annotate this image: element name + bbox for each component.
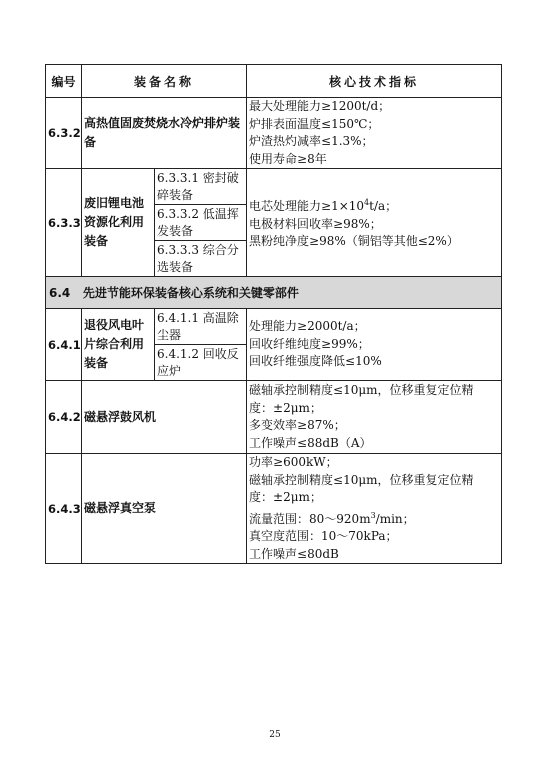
spec-cell [247, 169, 502, 277]
spec-line: 电极材料回收率≥98%； [249, 216, 382, 231]
spec-line: 功率≥600kW； [249, 455, 338, 469]
row-number: 6.4.1 [46, 309, 82, 381]
spec-cell [247, 309, 502, 381]
equipment-name: 废旧锂电池资源化利用装备 [82, 169, 155, 277]
spec-cell [247, 98, 502, 169]
equipment-name: 退役风电叶片综合利用装备 [82, 309, 155, 381]
spec-line: 炉渣热灼减率≤1.3%； [249, 134, 374, 148]
table-row [46, 454, 502, 564]
row-number: 6.3.2 [46, 98, 82, 169]
header-number: 编号 [46, 65, 82, 98]
spec-line: 度：±2μm； [249, 400, 322, 415]
row-number: 6.4.2 [46, 381, 82, 454]
spec-cell [247, 454, 502, 564]
row-number: 6.4.3 [46, 454, 82, 564]
section-title [46, 277, 502, 309]
spec-line: 工作噪声≤88dB（A） [249, 435, 372, 450]
spec-line: 使用寿命≥8年 [249, 151, 327, 166]
page-number: 25 [269, 730, 281, 740]
spec-line [249, 194, 499, 216]
equipment-name: 磁悬浮鼓风机 [82, 381, 247, 454]
spec-line: 黑粉纯净度≥98%（铜铝等其他≤2%） [249, 234, 459, 249]
spec-line: 处理能力≥2000t/a； [249, 319, 366, 334]
spec-line: 炉排表面温度≤150℃； [249, 116, 380, 131]
spec-cell [247, 381, 502, 454]
superscript: 4 [364, 198, 370, 208]
spec-text: 电芯处理能力≥1×10 [249, 199, 365, 214]
spec-line: 最大处理能力≥1200t/d； [249, 99, 391, 113]
section-number: 6.4 [49, 286, 71, 300]
table-row [46, 381, 502, 454]
spec-line: 真空度范围：10～70kPa； [249, 529, 398, 543]
sub-equipment: 6.4.1.1 高温除尘器 [155, 309, 247, 345]
header-row [46, 65, 502, 98]
equipment-name: 磁悬浮真空泵 [82, 454, 247, 564]
spec-text: 流量范围：80～920m [249, 511, 371, 526]
equipment-name: 高热值固废焚烧水冷炉排炉装备 [82, 98, 247, 169]
sub-equipment: 6.3.3.1 密封破碎装备 [155, 169, 247, 205]
section-row [46, 277, 502, 309]
sub-equipment: 6.3.3.3 综合分选装备 [155, 241, 247, 277]
spec-line: 磁轴承控制精度≤10μm，位移重复定位精 [249, 383, 474, 397]
spec-line: 工作噪声≤80dB [249, 546, 339, 561]
sub-equipment: 6.4.1.2 回收反应炉 [155, 345, 247, 381]
spec-line: 磁轴承控制精度≤10μm，位移重复定位精 [249, 472, 474, 487]
sub-equipment: 6.3.3.2 低温挥发装备 [155, 205, 247, 241]
spec-text: /min； [375, 511, 415, 526]
spec-line: 多变效率≥87%； [249, 418, 346, 432]
header-core-specs: 核心技术指标 [247, 65, 502, 98]
table-row [46, 169, 502, 205]
spec-line: 度：±2μm； [249, 490, 322, 504]
table-row [46, 98, 502, 169]
table-row [46, 309, 502, 345]
spec-line: 回收纤维强度降低≤10% [249, 354, 382, 369]
header-equipment-name: 装备名称 [82, 65, 247, 98]
spec-text: t/a； [369, 199, 398, 214]
section-name: 先进节能环保装备核心系统和关键零部件 [82, 286, 299, 300]
spec-line: 回收纤维纯度≥99%； [249, 336, 370, 351]
equipment-spec-table [45, 64, 502, 564]
spec-line [249, 507, 499, 529]
row-number: 6.3.3 [46, 169, 82, 277]
superscript: 3 [370, 510, 376, 520]
